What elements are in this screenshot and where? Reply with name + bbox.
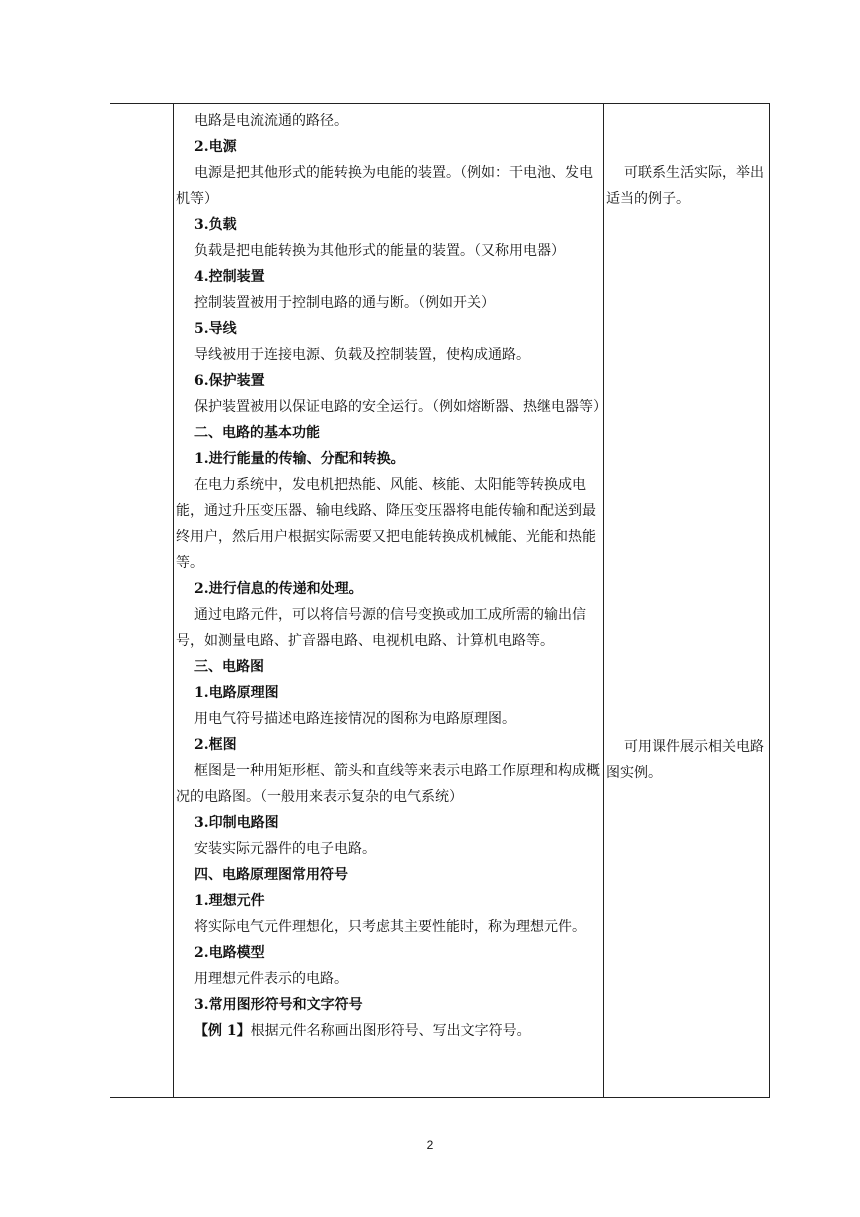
paragraph: 用电气符号描述电路连接情况的图称为电路原理图。 [194, 711, 516, 727]
column-divider-right [603, 103, 604, 1098]
section-heading-circuit-diagrams: 三、电路图 [194, 659, 264, 675]
subheading-symbols: 3.常用图形符号和文字符号 [194, 997, 363, 1013]
table-top-border [110, 103, 770, 104]
subheading-control-device: 4.控制装置 [194, 269, 265, 285]
subheading-pcb: 3.印制电路图 [194, 815, 279, 831]
paragraph: 负载是把电能转换为其他形式的能量的装置。（又称用电器） [194, 243, 565, 259]
paragraph: 保护装置被用以保证电路的安全运行。（例如熔断器、热继电器等） [194, 399, 607, 415]
subheading-power-source: 2.电源 [194, 139, 237, 155]
lesson-content [176, 108, 607, 1044]
column-divider-left [173, 103, 174, 1098]
subheading-load: 3.负载 [194, 217, 237, 233]
paragraph: 在电力系统中，发电机把热能、风能、核能、太阳能等转换成电能，通过升压变压器、输电线路、降压变压器将电能传输和配送到最终用户，然后用户根据实际需要又把电能转换成机械能、光能和热能等。 [176, 477, 596, 571]
subheading-energy-transfer: 1.进行能量的传输、分配和转换。 [194, 451, 405, 467]
subheading-protection-device: 6.保护装置 [194, 373, 265, 389]
paragraph: 电源是把其他形式的能转换为电能的装置。（例如：干电池、发电机等） [176, 165, 593, 207]
subheading-schematic: 1.电路原理图 [194, 685, 279, 701]
example-tag: 【例 1】 [194, 1023, 251, 1039]
paragraph: 用理想元件表示的电路。 [194, 971, 348, 987]
table-bottom-border [110, 1097, 770, 1098]
example-1 [176, 1018, 602, 1044]
paragraph: 控制装置被用于控制电路的通与断。（例如开关） [194, 295, 495, 311]
paragraph: 通过电路元件，可以将信号源的信号变换或加工成所需的输出信号，如测量电路、扩音器电路、电视机电路、计算机电路等。 [176, 607, 586, 649]
teaching-note-1: 可联系生活实际，举出适当的例子。 [606, 165, 764, 207]
subheading-circuit-model: 2.电路模型 [194, 945, 265, 961]
example-text: 根据元件名称画出图形符号、写出文字符号。 [250, 1023, 531, 1039]
subheading-wire: 5.导线 [194, 321, 237, 337]
subheading-block-diagram: 2.框图 [194, 737, 237, 753]
teaching-note-2: 可用课件展示相关电路图实例。 [606, 739, 764, 781]
table-right-border [769, 103, 770, 1098]
subheading-ideal-element: 1.理想元件 [194, 893, 265, 909]
paragraph: 将实际电气元件理想化，只考虑其主要性能时，称为理想元件。 [194, 919, 586, 935]
paragraph: 框图是一种用矩形框、箭头和直线等来表示电路工作原理和构成概况的电路图。（一般用来表示复杂的电气系统） [176, 763, 600, 805]
paragraph: 电路是电流流通的路径。 [194, 113, 348, 129]
paragraph: 导线被用于连接电源、负载及控制装置，使构成通路。 [194, 347, 530, 363]
section-heading-symbols: 四、电路原理图常用符号 [194, 867, 348, 883]
subheading-signal-processing: 2.进行信息的传递和处理。 [194, 581, 363, 597]
section-heading-functions: 二、电路的基本功能 [194, 425, 320, 441]
paragraph: 安装实际元器件的电子电路。 [194, 841, 376, 857]
page-number: 2 [426, 1138, 434, 1152]
